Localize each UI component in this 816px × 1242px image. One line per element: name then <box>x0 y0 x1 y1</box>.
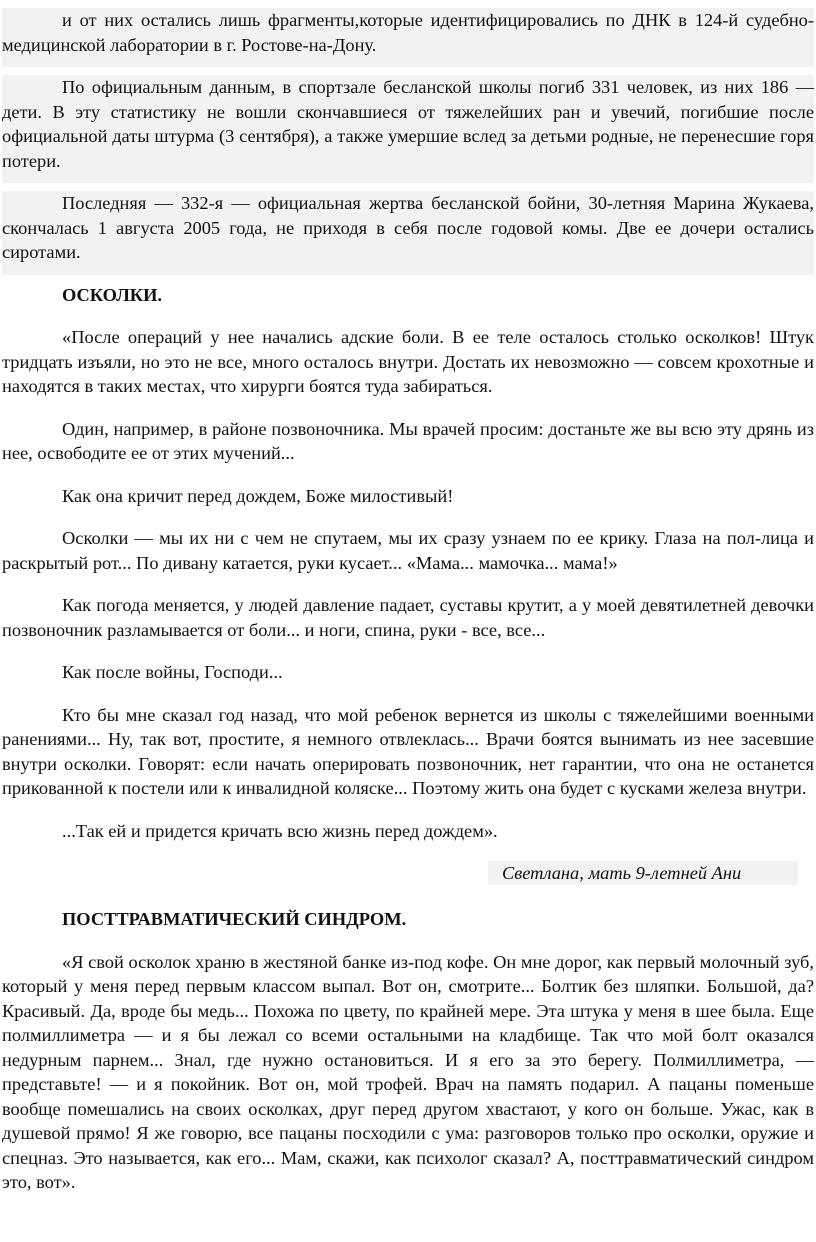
paragraph-official-data: По официальным данным, в спортзале бесланской школы погиб 331 человек, из них 186 — дети. В эту статистику не вошли скончавшиеся от тяжелейших ран и увечий, погибшие после официальной даты штурма (3 сентября), а также умершие вслед за детьми родные, не перенесшие горя потери. <box>2 75 814 183</box>
paragraph: Кто бы мне сказал год назад, что мой ребенок вернется из школы с тяжелейшими военными ранениями... Ну, так вот, простите, я немного отвлеклась... Врачи боятся вынимать из нее засевшие внутри осколки. Говорят: если начать оперировать позвоночник, нет гарантии, что она не останется прикованной к постели или к инвалидной коляске... Поэтому жить она будет с кусками железа внутри. <box>2 704 814 798</box>
paragraph: Осколки — мы их ни с чем не спутаем, мы их сразу узнаем по ее крику. Глаза на пол-лица и раскрытый рот... По дивану катается, руки кусает... «Мама... мамочка... мама!» <box>2 528 814 573</box>
section-heading-ptsd: ПОСТТРАВМАТИЧЕСКИЙ СИНДРОМ. <box>62 909 407 929</box>
paragraph-dna-identification: и от них остались лишь фрагменты,которые идентифицировались по ДНК в 124-й судебно-медицинской лаборатории в г. Ростове-на-Дону. <box>2 8 814 67</box>
paragraph: «После операций у нее начались адские боли. В ее теле осталось столько осколков! Штук тридцать изъяли, но это не все, много осталось внутри. Достать их невозможно — совсем крохотные и находятся в таких местах, что хирурги боятся туда забираться. <box>2 327 814 396</box>
paragraph: Как она кричит перед дождем, Боже милостивый! <box>62 485 454 506</box>
paragraph: Как после войны, Господи... <box>62 662 283 682</box>
section-heading-oskolki: ОСКОЛКИ. <box>62 284 163 305</box>
signature-block <box>2 861 814 885</box>
paragraph: Один, например, в районе позвоночника. Мы врачей просим: достаньте же вы всю эту дрянь из нее, освободите ее от этих мучений... <box>2 418 814 463</box>
paragraph: Как погода меняется, у людей давление падает, суставы крутит, а у моей девятилетней девочки позвоночник разламывается от боли... и ноги, спина, руки - все, все... <box>2 595 814 640</box>
paragraph: ...Так ей и придется кричать всю жизнь перед дождем». <box>62 820 498 841</box>
signature-author: Светлана, мать 9-летней Ани <box>488 861 798 885</box>
paragraph: «Я свой осколок храню в жестяной банке из-под кофе. Он мне дорог, как первый молочный зуб, который у меня перед первым классом выпал. Вот он, смотрите... Болтик без шляпки. Большой, да? Красивый. Да, вроде бы медь... Похожа по цвету, по крайней мере. Эта штука у меня в шее была. Еще полмиллиметра — и я бы лежал со всеми остальными на кладбище. Так что мой болт оказался недурным парнем... Знал, где нужно остановиться. И я его за это берегу. Полмиллиметра, — представьте! — и я покойник. Вот он, мой трофей. Врач на память подарил. А пацаны поменьше вообще помешались на своих осколках, друг перед другом хвастают, у кого он больше. Ужас, как в душевой прямо! Я же говорю, все пацаны посходили с ума: разговоров только про осколки, оружие и спецназ. Это называется, как его... Мам, скажи, как психолог сказал? А, посттравматический синдром это, вот». <box>2 951 814 1192</box>
paragraph-last-victim: Последняя — 332-я — официальная жертва бесланской бойни, 30-летняя Марина Жукаева, скончалась 1 августа 2005 года, не приходя в себя после годовой комы. Две ее дочери остались сиротами. <box>2 191 814 275</box>
